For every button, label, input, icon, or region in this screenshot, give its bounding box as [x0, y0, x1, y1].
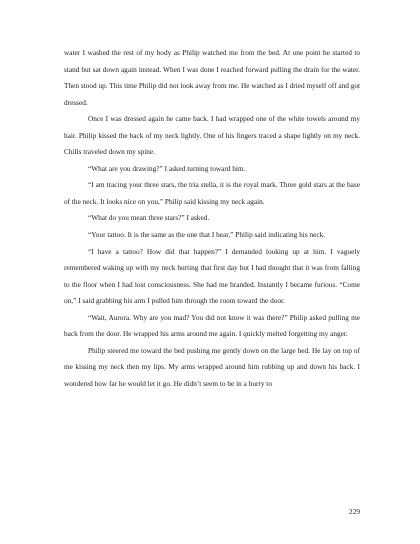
paragraph: “Wait, Aurora. Why are you mad? You did not know it was there?” Philip asked pulling me back from the door. He wrapped his arms around me again. I quickly melted forgetting my anger.: [64, 312, 360, 339]
paragraph: Once I was dressed again he came back. I had wrapped one of the white towels around my hair. Philip kissed the back of my neck lightly. One of his fingers traced a shape lightly on my neck. Chills traveled down my spine.: [64, 114, 360, 157]
paragraph: “I have a tattoo? How did that happen?” I demanded looking up at him. I vaguely remembered waking up with my neck hurting that first day but I had thought that it was from falling to the floor when I had lost consciousness. She had me branded. Instantly I became furious. “Come on,” I said grabbing his arm I pulled him through the room toward the door.: [64, 246, 360, 306]
paragraph: “Your tattoo. It is the same as the one that I bear,” Philip said indicating his neck.: [88, 230, 326, 240]
body-text: [64, 45, 360, 392]
paragraph: water I washed the rest of my body as Philip watched me from the bed. At one point he started to stand but sat down again instead. When I was done I reached forward pulling the drain for the water. Then stood up. This time Philip did not look away from me. He watched as I dried myself off and got dressed.: [64, 48, 361, 107]
paragraph: Philip steered me toward the bed pushing me gently down on the large bed. He lay on top of me kissing my neck then my lips. My arms wrapped around him rubbing up and down his back. I wondered how far he would let it go. He didn’t seem to be in a hurry to: [64, 345, 360, 388]
paragraph: “I am tracing your three stars, the tria stella, it is the royal mark. Three gold stars at the base of the neck. It looks nice on you,” Philip said kissing my neck again.: [64, 180, 360, 206]
page-number: 229: [349, 507, 360, 516]
paragraph: “What are you drawing?” I asked turning toward him.: [88, 163, 246, 173]
paragraph: “What do you mean three stars?” I asked.: [88, 213, 210, 223]
